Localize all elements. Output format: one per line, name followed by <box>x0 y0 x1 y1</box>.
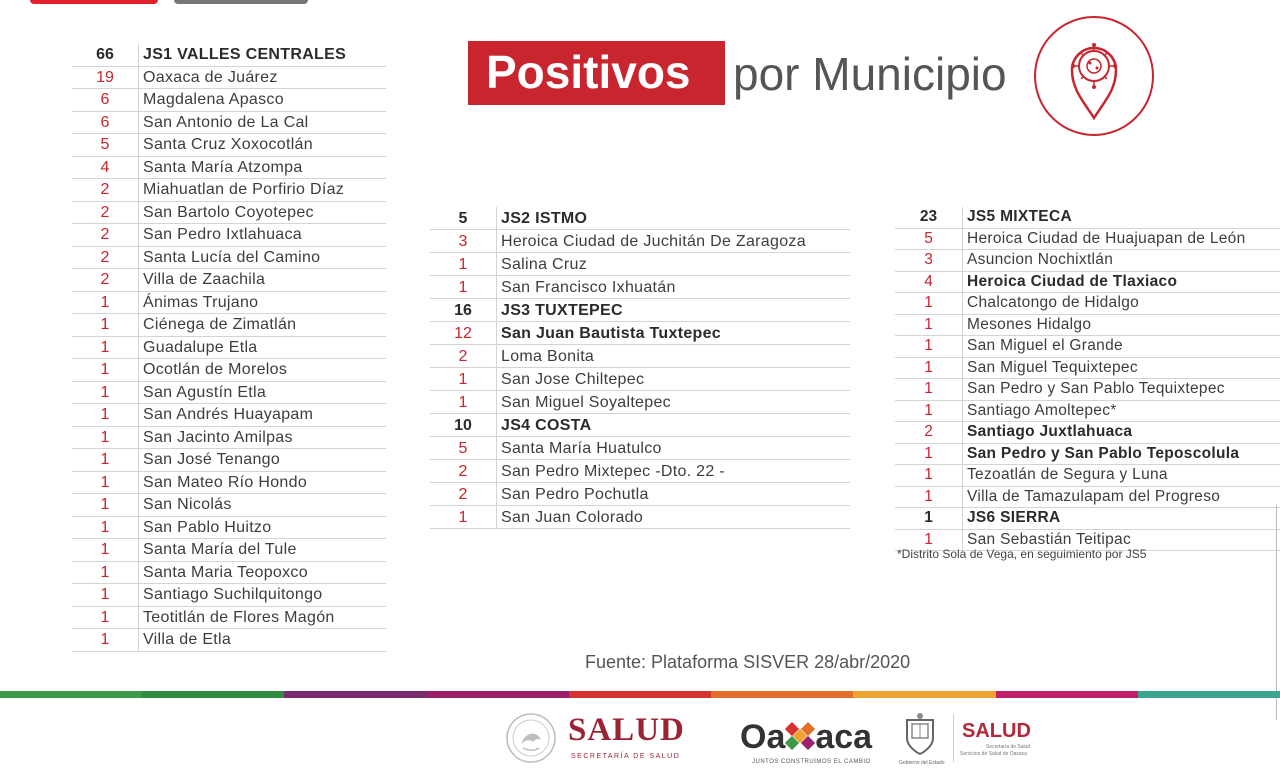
municipality-name: Miahuatlan de Porfirio Díaz <box>139 179 387 202</box>
table-row <box>72 516 386 539</box>
municipality-name: San Jacinto Amilpas <box>139 426 387 449</box>
district-name: JS4 COSTA <box>497 414 851 437</box>
case-count: 1 <box>72 516 139 539</box>
strip-segment <box>1138 691 1280 698</box>
table-row <box>72 404 386 427</box>
table-row <box>895 357 1280 379</box>
municipality-name: Asuncion Nochixtlán <box>963 250 1280 272</box>
municipality-name: San Mateo Río Hondo <box>139 471 387 494</box>
table-row <box>430 368 850 391</box>
table-row <box>895 443 1280 465</box>
municipality-name: San Agustín Etla <box>139 381 387 404</box>
table-row <box>72 449 386 472</box>
municipality-name: Villa de Tamazulapam del Progreso <box>963 486 1280 508</box>
table-row <box>895 379 1280 401</box>
case-count: 1 <box>72 359 139 382</box>
municipality-name: Mesones Hidalgo <box>963 314 1280 336</box>
municipality-name: San Pedro Mixtepec -Dto. 22 - <box>497 460 851 483</box>
district-header-row <box>430 207 850 230</box>
case-count: 1 <box>72 381 139 404</box>
case-count: 6 <box>72 111 139 134</box>
table-row <box>430 483 850 506</box>
case-count: 2 <box>72 224 139 247</box>
oaxaca-logo-post: aca <box>815 718 873 756</box>
table-row <box>72 471 386 494</box>
table-row <box>430 322 850 345</box>
case-count: 2 <box>430 460 497 483</box>
case-count: 4 <box>72 156 139 179</box>
strip-segment <box>427 691 569 698</box>
source-text: Fuente: Plataforma SISVER 28/abr/2020 <box>585 652 911 672</box>
case-count: 10 <box>430 414 497 437</box>
strip-segment <box>711 691 853 698</box>
salud-subtitle: SECRETARÍA DE SALUD <box>571 753 681 760</box>
district-header-row <box>430 299 850 322</box>
municipality-name: Heroica Ciudad de Juchitán De Zaragoza <box>497 230 851 253</box>
case-count: 1 <box>72 606 139 629</box>
municipality-name: Santiago Amoltepec* <box>963 400 1280 422</box>
strip-segment <box>142 691 284 698</box>
case-count: 5 <box>430 437 497 460</box>
case-count: 3 <box>430 230 497 253</box>
oaxaca-tagline: JUNTOS CONSTRUIMOS EL CAMBIO <box>752 759 871 765</box>
case-count: 1 <box>895 293 963 315</box>
district-name: JS3 TUXTEPEC <box>497 299 851 322</box>
case-count: 5 <box>72 134 139 157</box>
case-count: 6 <box>72 89 139 112</box>
case-count: 1 <box>72 584 139 607</box>
municipality-name: San Jose Chiltepec <box>497 368 851 391</box>
footnote: *Distrito Sola de Vega, en seguimiento por JS5 <box>897 547 1147 561</box>
mexico-seal-icon <box>505 712 557 764</box>
municipality-name: San Juan Colorado <box>497 506 851 529</box>
table-row <box>895 400 1280 422</box>
oaxaca-logo <box>740 718 872 757</box>
municipality-name: San Miguel Soyaltepec <box>497 391 851 414</box>
municipality-name: San Juan Bautista Tuxtepec <box>497 322 851 345</box>
table-row <box>72 336 386 359</box>
municipality-name: San Nicolás <box>139 494 387 517</box>
table-row <box>72 156 386 179</box>
case-count: 1 <box>72 561 139 584</box>
municipality-name: San Pedro y San Pablo Tequixtepec <box>963 379 1280 401</box>
top-red-tab[interactable] <box>30 0 158 4</box>
table-row <box>430 391 850 414</box>
strip-segment <box>0 691 142 698</box>
district-name: JS6 SIERRA <box>963 508 1280 530</box>
table-row <box>430 460 850 483</box>
table-row <box>72 269 386 292</box>
case-count: 1 <box>430 253 497 276</box>
strip-segment <box>996 691 1138 698</box>
municipality-name: Heroica Ciudad de Tlaxiaco <box>963 271 1280 293</box>
district-name: JS2 ISTMO <box>497 207 851 230</box>
table-row <box>72 584 386 607</box>
municipality-name: San Pedro y San Pablo Teposcolula <box>963 443 1280 465</box>
case-count: 1 <box>72 494 139 517</box>
municipality-name: San Sebastián Teitipac <box>963 529 1280 551</box>
table-row <box>72 66 386 89</box>
case-count: 1 <box>895 336 963 358</box>
table-row <box>895 250 1280 272</box>
salud-logo: SALUD <box>568 712 685 748</box>
case-count: 1 <box>895 379 963 401</box>
table-row <box>72 134 386 157</box>
municipality-name: San Bartolo Coyotepec <box>139 201 387 224</box>
municipality-name: Santa Lucía del Camino <box>139 246 387 269</box>
table-row <box>72 111 386 134</box>
municipality-name: Santa María del Tule <box>139 539 387 562</box>
case-count: 1 <box>430 391 497 414</box>
case-count: 1 <box>72 629 139 652</box>
strip-segment <box>284 691 426 698</box>
table-row <box>895 271 1280 293</box>
case-count: 1 <box>895 357 963 379</box>
municipality-name: Santiago Juxtlahuaca <box>963 422 1280 444</box>
table-row <box>895 314 1280 336</box>
case-count: 12 <box>430 322 497 345</box>
case-count: 2 <box>72 269 139 292</box>
municipality-name: San Antonio de La Cal <box>139 111 387 134</box>
district-header-row <box>895 207 1280 228</box>
oaxaca-x-icon <box>785 722 815 750</box>
case-count: 1 <box>895 400 963 422</box>
case-count: 1 <box>430 506 497 529</box>
municipality-name: Santa María Huatulco <box>497 437 851 460</box>
map-pin-virus-icon <box>1032 14 1156 138</box>
table-row <box>72 291 386 314</box>
table-row <box>895 293 1280 315</box>
case-count: 4 <box>895 271 963 293</box>
case-count: 1 <box>430 276 497 299</box>
salud-oaxaca-sub2: Servicios de Salud de Oaxaca <box>960 751 1027 757</box>
case-count: 1 <box>895 529 963 551</box>
municipality-name: San Miguel el Grande <box>963 336 1280 358</box>
district-header-row <box>895 508 1280 530</box>
case-count: 2 <box>72 179 139 202</box>
table-row <box>430 345 850 368</box>
district-header-row <box>430 414 850 437</box>
case-count: 1 <box>72 291 139 314</box>
district-name: JS5 MIXTECA <box>963 207 1280 228</box>
municipality-name: Loma Bonita <box>497 345 851 368</box>
case-count: 2 <box>430 345 497 368</box>
case-count: 1 <box>430 368 497 391</box>
case-count: 16 <box>430 299 497 322</box>
case-count: 3 <box>895 250 963 272</box>
table-row <box>430 276 850 299</box>
municipality-name: Villa de Zaachila <box>139 269 387 292</box>
table-row <box>430 230 850 253</box>
table-valles-centrales <box>72 44 386 652</box>
case-count: 1 <box>72 404 139 427</box>
divider <box>1276 505 1277 720</box>
case-count: 1 <box>72 539 139 562</box>
shield-caption: Gobierno del Estado <box>899 760 945 766</box>
municipality-name: San Miguel Tequixtepec <box>963 357 1280 379</box>
municipality-name: San Pablo Huitzo <box>139 516 387 539</box>
table-row <box>72 89 386 112</box>
title-highlight-box <box>468 41 725 105</box>
case-count: 1 <box>895 486 963 508</box>
table-mixteca-sierra <box>895 207 1280 551</box>
top-gray-tab[interactable] <box>174 0 308 4</box>
municipality-name: Oaxaca de Juárez <box>139 66 387 89</box>
table-row <box>72 606 386 629</box>
table-row <box>72 359 386 382</box>
table-row <box>895 465 1280 487</box>
table-row <box>72 314 386 337</box>
municipality-name: Santa Cruz Xoxocotlán <box>139 134 387 157</box>
case-count: 2 <box>895 422 963 444</box>
table-istmo-tuxtepec-costa <box>430 207 850 529</box>
title-highlight: Positivos <box>486 46 691 98</box>
municipality-name: Ciénega de Zimatlán <box>139 314 387 337</box>
oaxaca-logo-pre: Oa <box>740 718 786 756</box>
table-row <box>72 494 386 517</box>
salud-oaxaca-sub1: Secretaría de Salud <box>986 744 1031 750</box>
municipality-name: Ocotlán de Morelos <box>139 359 387 382</box>
case-count: 1 <box>72 449 139 472</box>
case-count: 19 <box>72 66 139 89</box>
municipality-name: Santiago Suchilquitongo <box>139 584 387 607</box>
case-count: 2 <box>430 483 497 506</box>
case-count: 66 <box>72 44 139 66</box>
case-count: 5 <box>430 207 497 230</box>
strip-segment <box>853 691 995 698</box>
municipality-name: Magdalena Apasco <box>139 89 387 112</box>
table-row <box>895 486 1280 508</box>
table-row <box>72 381 386 404</box>
footer-separator <box>953 714 954 762</box>
municipality-name: Santa María Atzompa <box>139 156 387 179</box>
municipality-name: Chalcatongo de Hidalgo <box>963 293 1280 315</box>
case-count: 1 <box>72 426 139 449</box>
strip-segment <box>569 691 711 698</box>
case-count: 2 <box>72 201 139 224</box>
table-row <box>895 422 1280 444</box>
oaxaca-shield-icon <box>903 712 937 756</box>
district-name: JS1 VALLES CENTRALES <box>139 44 387 66</box>
table-row <box>430 437 850 460</box>
table-row <box>72 426 386 449</box>
case-count: 23 <box>895 207 963 228</box>
case-count: 1 <box>895 508 963 530</box>
salud-oaxaca-logo: SALUD <box>962 720 1031 742</box>
municipality-name: San José Tenango <box>139 449 387 472</box>
table-row <box>895 336 1280 358</box>
municipality-name: San Pedro Pochutla <box>497 483 851 506</box>
table-row <box>430 253 850 276</box>
title-rest: por Municipio <box>733 48 1007 100</box>
municipality-name: Santa Maria Teopoxco <box>139 561 387 584</box>
municipality-name: San Pedro Ixtlahuaca <box>139 224 387 247</box>
table-row <box>430 506 850 529</box>
municipality-name: Villa de Etla <box>139 629 387 652</box>
table-row <box>72 246 386 269</box>
municipality-name: San Francisco Ixhuatán <box>497 276 851 299</box>
table-row <box>72 201 386 224</box>
case-count: 2 <box>72 246 139 269</box>
case-count: 1 <box>895 465 963 487</box>
municipality-name: San Andrés Huayapam <box>139 404 387 427</box>
case-count: 1 <box>72 471 139 494</box>
municipality-name: Ánimas Trujano <box>139 291 387 314</box>
table-row <box>895 228 1280 250</box>
municipality-name: Tezoatlán de Segura y Luna <box>963 465 1280 487</box>
table-row <box>72 561 386 584</box>
municipality-name: Heroica Ciudad de Huajuapan de León <box>963 228 1280 250</box>
case-count: 1 <box>895 314 963 336</box>
case-count: 1 <box>72 336 139 359</box>
table-row <box>72 224 386 247</box>
color-strip <box>0 691 1280 698</box>
table-row <box>72 539 386 562</box>
table-row <box>72 629 386 652</box>
case-count: 1 <box>895 443 963 465</box>
municipality-name: Teotitlán de Flores Magón <box>139 606 387 629</box>
district-header-row <box>72 44 386 66</box>
case-count: 5 <box>895 228 963 250</box>
table-row <box>72 179 386 202</box>
municipality-name: Salina Cruz <box>497 253 851 276</box>
municipality-name: Guadalupe Etla <box>139 336 387 359</box>
case-count: 1 <box>72 314 139 337</box>
